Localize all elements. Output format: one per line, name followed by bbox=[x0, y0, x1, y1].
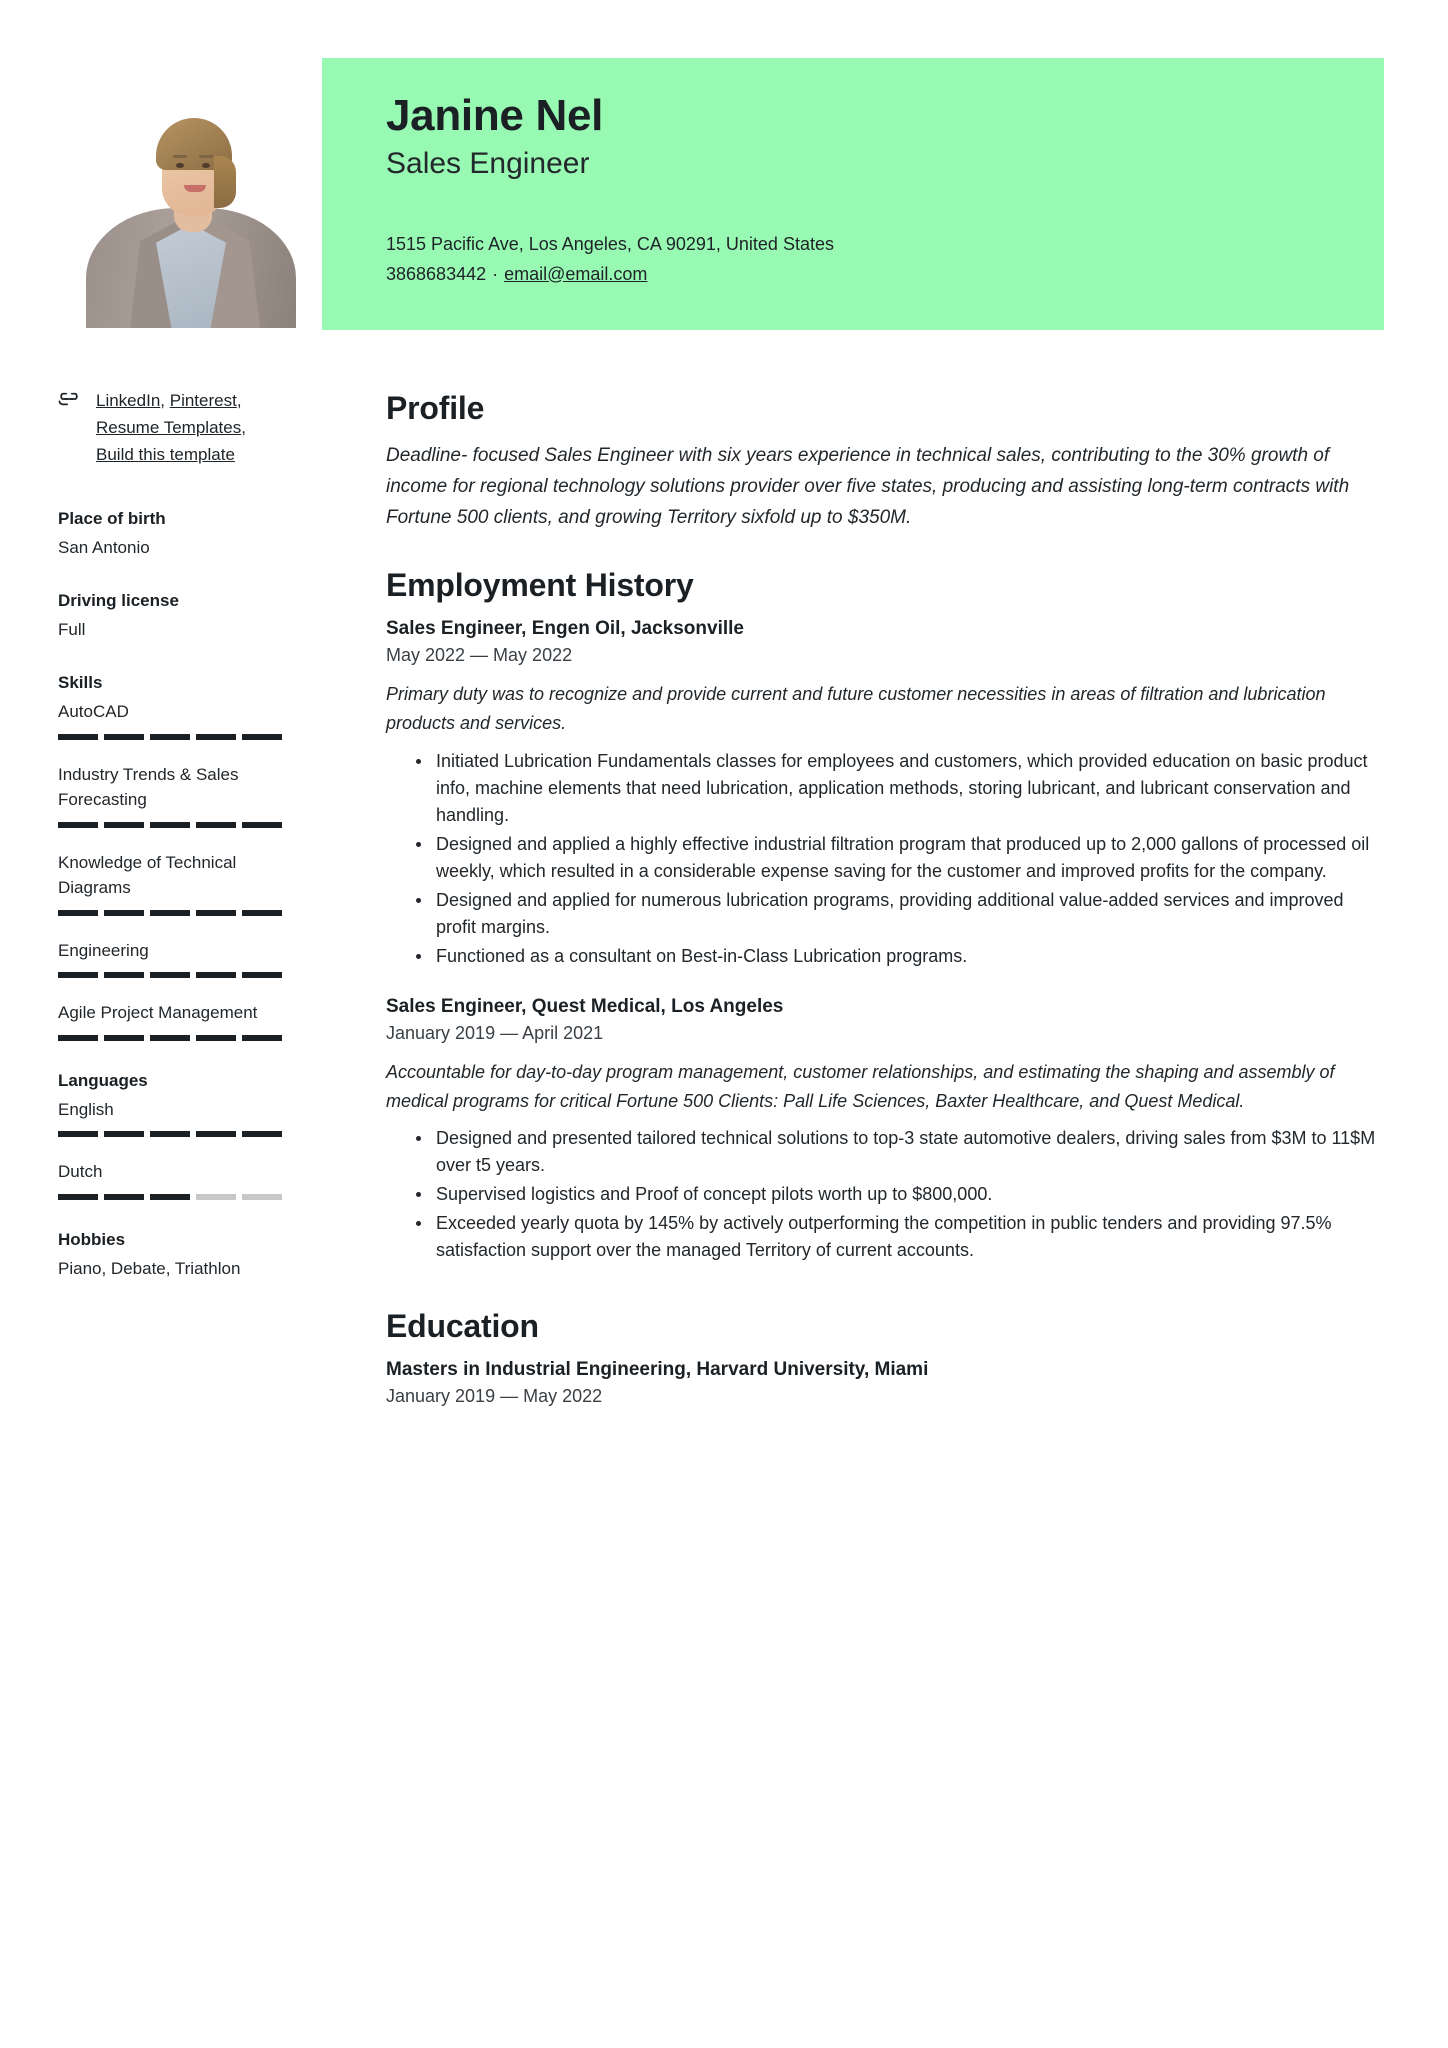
education-list bbox=[386, 1359, 1384, 1407]
rating-segment bbox=[104, 1035, 144, 1041]
header-area bbox=[0, 0, 1448, 346]
link-separator: , bbox=[160, 391, 170, 410]
job-entry bbox=[386, 996, 1384, 1265]
profile-title: Profile bbox=[386, 390, 485, 426]
rating-segment bbox=[58, 822, 98, 828]
rating-segment bbox=[196, 822, 236, 828]
rating-segment bbox=[58, 1194, 98, 1200]
rating-segment bbox=[196, 1035, 236, 1041]
rating-segment bbox=[242, 1035, 282, 1041]
job-bullet: Functioned as a consultant on Best-in-Class Lubrication programs. bbox=[412, 943, 1384, 970]
rating-segment bbox=[104, 1194, 144, 1200]
education-section bbox=[386, 1308, 1384, 1407]
rating-segment bbox=[242, 910, 282, 916]
link-icon bbox=[58, 388, 80, 411]
skill-item bbox=[58, 850, 282, 916]
profile-text: Deadline- focused Sales Engineer with six years experience in technical sales, contributing to the 30% growth of income for regional technology solutions provider over five states, producing and assisting long-term contracts with Fortune 500 clients, and growing Territory sixfold up to $350M. bbox=[386, 445, 1350, 528]
phone-email-line bbox=[386, 260, 1384, 289]
education-heading: Masters in Industrial Engineering, Harvard University, Miami bbox=[386, 1359, 929, 1381]
skill-label: Engineering bbox=[58, 940, 149, 960]
rating-segment bbox=[150, 822, 190, 828]
rating-segment bbox=[242, 1131, 282, 1137]
job-description: Primary duty was to recognize and provide current and future customer necessities in areas of filtration and lubrication products and services. bbox=[386, 684, 1326, 734]
main-content bbox=[322, 346, 1448, 1407]
rating-segment bbox=[104, 822, 144, 828]
language-item bbox=[58, 1159, 282, 1200]
rating-segment bbox=[150, 1131, 190, 1137]
separator-dot: · bbox=[492, 263, 499, 284]
rating-segment bbox=[196, 1131, 236, 1137]
job-heading: Sales Engineer, Quest Medical, Los Angeles bbox=[386, 995, 784, 1017]
sidebar-links-text[interactable] bbox=[96, 388, 282, 469]
phone-number: 3868683442 bbox=[386, 263, 487, 284]
rating-segment bbox=[196, 734, 236, 740]
job-heading: Sales Engineer, Engen Oil, Jacksonville bbox=[386, 618, 744, 640]
rating-segment bbox=[58, 972, 98, 978]
jobs-list bbox=[386, 618, 1384, 1264]
photo-column bbox=[0, 0, 322, 346]
rating-segment bbox=[104, 972, 144, 978]
language-label: Dutch bbox=[58, 1162, 103, 1182]
rating-segment bbox=[150, 734, 190, 740]
job-bullet: Designed and applied for numerous lubrication programs, providing additional value-added services and improved profit margins. bbox=[412, 887, 1384, 941]
hobbies-heading: Hobbies bbox=[58, 1229, 126, 1249]
sidebar-section-driving-license bbox=[58, 591, 282, 643]
job-bullets bbox=[386, 748, 1384, 970]
profile-section bbox=[386, 390, 1384, 533]
place-of-birth-value: San Antonio bbox=[58, 537, 150, 557]
sidebar bbox=[0, 346, 322, 1312]
skill-rating-bar bbox=[58, 1035, 282, 1041]
rating-segment bbox=[58, 734, 98, 740]
job-entry bbox=[386, 618, 1384, 970]
job-description: Accountable for day-to-day program management, customer relationships, and estimating the shaping and assembly of medical programs for critical Fortune 500 Clients: Pall Life Sciences, Baxter Healthcare, and Quest Medical. bbox=[386, 1061, 1335, 1111]
education-title: Education bbox=[386, 1308, 539, 1345]
sidebar-section-hobbies bbox=[58, 1230, 282, 1282]
rating-segment bbox=[150, 1035, 190, 1041]
languages-list bbox=[58, 1097, 282, 1200]
rating-segment bbox=[58, 1035, 98, 1041]
driving-license-heading: Driving license bbox=[58, 590, 179, 610]
skill-rating-bar bbox=[58, 910, 282, 916]
job-bullet: Designed and applied a highly effective industrial filtration program that produced up to 2,000 gallons of processed oil weekly, which resulted in a considerable expense saving for the customer and improved profits for the company. bbox=[412, 831, 1384, 885]
skill-rating-bar bbox=[58, 822, 282, 828]
address-line: 1515 Pacific Ave, Los Angeles, CA 90291, United States bbox=[386, 234, 834, 255]
skill-label: AutoCAD bbox=[58, 702, 129, 722]
job-dates: May 2022 — May 2022 bbox=[386, 645, 573, 666]
rating-segment bbox=[150, 910, 190, 916]
rating-segment bbox=[150, 1194, 190, 1200]
skill-item bbox=[58, 1000, 282, 1041]
rating-segment bbox=[58, 910, 98, 916]
languages-heading: Languages bbox=[58, 1070, 148, 1090]
skill-rating-bar bbox=[58, 734, 282, 740]
language-rating-bar bbox=[58, 1194, 282, 1200]
contact-details bbox=[386, 230, 1384, 288]
skill-label: Industry Trends & Sales Forecasting bbox=[58, 764, 239, 810]
education-dates: January 2019 — May 2022 bbox=[386, 1386, 603, 1407]
email-link[interactable]: email@email.com bbox=[504, 263, 648, 284]
rating-segment bbox=[196, 910, 236, 916]
job-bullet: Initiated Lubrication Fundamentals classes for employees and customers, which provided education on basic product info, machine elements that need lubrication, application methods, storing lubricant, and lubricant conservation and handling. bbox=[412, 748, 1384, 829]
skills-heading: Skills bbox=[58, 673, 103, 693]
sidebar-link-3[interactable]: Resume Templates bbox=[96, 417, 242, 437]
body-columns bbox=[0, 346, 1448, 1407]
link-separator: , bbox=[241, 417, 246, 437]
job-dates: January 2019 — April 2021 bbox=[386, 1022, 604, 1043]
sidebar-link-1[interactable]: LinkedIn bbox=[96, 391, 161, 410]
language-item bbox=[58, 1097, 282, 1138]
skill-item bbox=[58, 762, 282, 828]
job-bullet: Supervised logistics and Proof of concept pilots worth up to $800,000. bbox=[412, 1181, 1384, 1208]
rating-segment bbox=[150, 972, 190, 978]
education-entry bbox=[386, 1359, 1384, 1407]
page-title: Janine Nel bbox=[386, 91, 604, 140]
hobbies-value: Piano, Debate, Triathlon bbox=[58, 1258, 241, 1278]
employment-title: Employment History bbox=[386, 567, 694, 604]
skill-item bbox=[58, 699, 282, 740]
rating-segment bbox=[104, 910, 144, 916]
sidebar-link-4[interactable]: Build this template bbox=[96, 444, 235, 464]
job-bullet: Designed and presented tailored technical solutions to top-3 state automotive dealers, driving sales from $3M to 11$M over t5 years. bbox=[412, 1125, 1384, 1179]
skill-label: Knowledge of Technical Diagrams bbox=[58, 852, 237, 898]
rating-segment bbox=[104, 1131, 144, 1137]
link-separator: , bbox=[236, 391, 242, 410]
rating-segment bbox=[58, 1131, 98, 1137]
rating-segment bbox=[242, 1194, 282, 1200]
job-bullets bbox=[386, 1125, 1384, 1264]
rating-segment bbox=[242, 972, 282, 978]
portrait-image bbox=[78, 60, 304, 328]
job-title: Sales Engineer bbox=[386, 147, 590, 181]
skills-list bbox=[58, 699, 282, 1041]
skill-item bbox=[58, 938, 282, 979]
rating-segment bbox=[104, 734, 144, 740]
header-banner bbox=[322, 58, 1384, 330]
rating-segment bbox=[196, 972, 236, 978]
driving-license-value: Full bbox=[58, 619, 86, 639]
sidebar-section-skills bbox=[58, 673, 282, 1041]
place-of-birth-heading: Place of birth bbox=[58, 508, 166, 528]
sidebar-section-place-of-birth bbox=[58, 509, 282, 561]
employment-section bbox=[386, 567, 1384, 1264]
skill-rating-bar bbox=[58, 972, 282, 978]
rating-segment bbox=[196, 1194, 236, 1200]
skill-label: Agile Project Management bbox=[58, 1003, 258, 1023]
language-rating-bar bbox=[58, 1131, 282, 1137]
sidebar-link-2[interactable]: Pinterest bbox=[169, 391, 237, 410]
sidebar-links bbox=[58, 388, 282, 469]
sidebar-section-languages bbox=[58, 1071, 282, 1200]
profile-photo bbox=[78, 60, 304, 328]
rating-segment bbox=[242, 734, 282, 740]
job-bullet: Exceeded yearly quota by 145% by actively outperforming the competition in public tenders and providing 97.5% satisfaction support over the managed Territory of current accounts. bbox=[412, 1210, 1384, 1264]
rating-segment bbox=[242, 822, 282, 828]
language-label: English bbox=[58, 1099, 114, 1119]
